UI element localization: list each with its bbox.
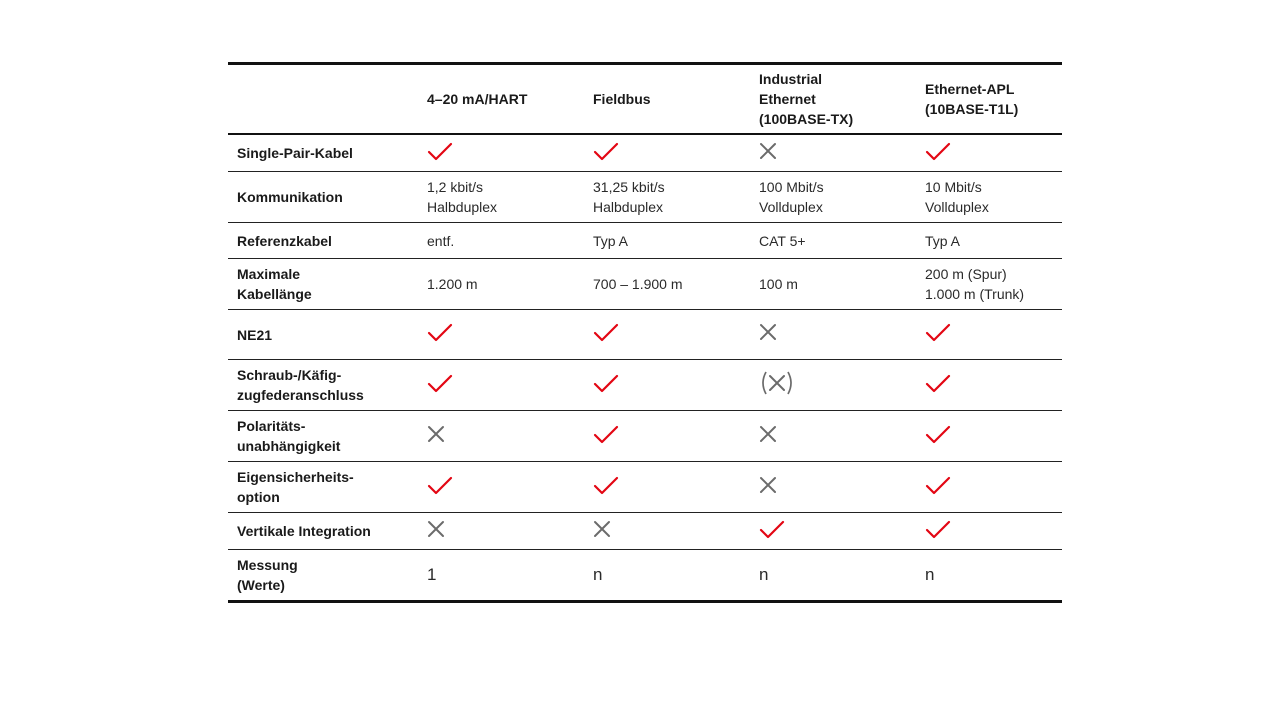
cell-value-hart: entf. (427, 232, 455, 249)
check-icon (418, 321, 584, 348)
cell-value-fieldbus: n (593, 565, 603, 584)
row-label: Vertikale Integration (237, 523, 371, 539)
header-hart: 4–20 mA/HART (427, 91, 528, 107)
cell-value-industrial-ethernet: 100 m (759, 276, 798, 292)
check-icon (418, 474, 584, 501)
cell-value-hart: 1 (427, 565, 437, 584)
cell-value-fieldbus: 31,25 kbit/s Halbduplex (593, 179, 665, 215)
check-icon (584, 474, 750, 501)
row-label: Maximale Kabellänge (237, 266, 312, 302)
row-label: Single-Pair-Kabel (237, 145, 353, 161)
table-row (228, 310, 1062, 360)
cross-icon (750, 323, 916, 346)
cell-value-fieldbus: Typ A (593, 232, 629, 249)
table-row (228, 513, 1062, 550)
header-industrial-ethernet: Industrial Ethernet (100BASE-TX) (759, 71, 854, 127)
check-icon (916, 423, 1062, 450)
header-fieldbus: Fieldbus (593, 91, 651, 107)
cell-value-hart: 1,2 kbit/s Halbduplex (427, 179, 498, 215)
cell-value-industrial-ethernet: 100 Mbit/s Vollduplex (759, 179, 824, 215)
cross-icon (750, 476, 916, 499)
check-icon (584, 321, 750, 348)
cell-value-ethernet-apl: Typ A (925, 232, 961, 249)
parenthesized-cross-icon (750, 370, 916, 401)
table-row (228, 550, 1062, 600)
cross-icon (418, 520, 584, 543)
row-label: Referenzkabel (237, 232, 332, 249)
row-label: Eigensicherheits- option (237, 469, 354, 505)
table-row (228, 259, 1062, 310)
check-icon (916, 518, 1062, 545)
check-icon (584, 140, 750, 167)
header-ethernet-apl: Ethernet-APL (10BASE-T1L) (925, 81, 1019, 117)
row-label: Polaritäts- unabhängigkeit (237, 418, 341, 454)
cell-value-fieldbus: 700 – 1.900 m (593, 276, 683, 292)
cell-value-hart: 1.200 m (427, 276, 478, 292)
table-row (228, 172, 1062, 223)
table-row (228, 411, 1062, 462)
header-row (228, 65, 1062, 135)
cross-icon (418, 425, 584, 448)
table-row (228, 223, 1062, 259)
check-icon (916, 140, 1062, 167)
check-icon (916, 372, 1062, 399)
cross-icon (584, 520, 750, 543)
cell-value-ethernet-apl: 10 Mbit/s Vollduplex (925, 179, 989, 215)
cell-value-industrial-ethernet: CAT 5+ (759, 232, 806, 249)
row-label: NE21 (237, 326, 273, 343)
check-icon (750, 518, 916, 545)
cross-icon (750, 142, 916, 165)
comparison-table (228, 62, 1062, 603)
check-icon (916, 474, 1062, 501)
row-label: Kommunikation (237, 189, 343, 205)
check-icon (584, 423, 750, 450)
table-row (228, 360, 1062, 411)
check-icon (916, 321, 1062, 348)
check-icon (584, 372, 750, 399)
cross-icon (750, 425, 916, 448)
table-row (228, 462, 1062, 513)
row-label: Messung (Werte) (237, 557, 298, 593)
cell-value-ethernet-apl: n (925, 565, 935, 584)
table-row (228, 135, 1062, 172)
cell-value-ethernet-apl: 200 m (Spur) 1.000 m (Trunk) (925, 266, 1025, 302)
row-label: Schraub-/Käfig- zugfederanschluss (237, 367, 364, 403)
cell-value-industrial-ethernet: n (759, 565, 769, 584)
check-icon (418, 140, 584, 167)
check-icon (418, 372, 584, 399)
